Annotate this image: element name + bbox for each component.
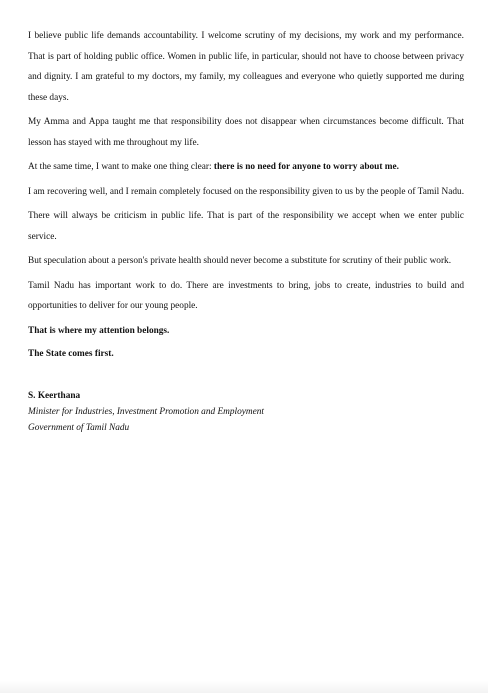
signature-spacer (28, 368, 464, 388)
paragraph-accountability: I believe public life demands accountability. I welcome scrutiny of my decisions, my work and my performance. That is part of holding public office. Women in public life, in particular, should not have to choose between privacy and dignity. I am grateful to my doctors, my family, my colleagues and everyone who quietly supported me during these days. (28, 31, 464, 103)
paragraph-amma-appa: My Amma and Appa taught me that responsibility does not disappear when circumstances become difficult. That lesson has stayed with me throughout my life. (28, 117, 464, 148)
page-bottom-edge (0, 681, 488, 693)
letter-body (28, 26, 464, 436)
closing-line-state-first: The State comes first. (28, 349, 114, 359)
signature-title: Minister for Industries, Investment Promotion and Employment (28, 406, 264, 417)
paragraph-criticism: There will always be criticism in public life. That is part of the responsibility we accept when we enter public service. (28, 211, 464, 242)
paragraph-make-clear (28, 157, 464, 178)
paragraph-tamil-nadu-work: Tamil Nadu has important work to do. There are investments to bring, jobs to create, industries to build and opportunities to deliver for our young people. (28, 280, 464, 311)
signature-block (28, 388, 464, 436)
signature-name: S. Keerthana (28, 390, 81, 401)
closing-line-attention: That is where my attention belongs. (28, 325, 170, 336)
paragraph-make-clear-bold: there is no need for anyone to worry about me. (213, 162, 399, 172)
paragraph-recovering: I am recovering well, and I remain completely focused on the responsibility given to us by the people of Tamil Nadu. (28, 186, 465, 197)
signature-org: Government of Tamil Nadu (28, 422, 130, 433)
paragraph-make-clear-lead: At the same time, I want to make one thing clear: (28, 162, 214, 172)
paragraph-speculation: But speculation about a person's private health should never become a substitute for scrutiny of their public work. (28, 256, 452, 266)
